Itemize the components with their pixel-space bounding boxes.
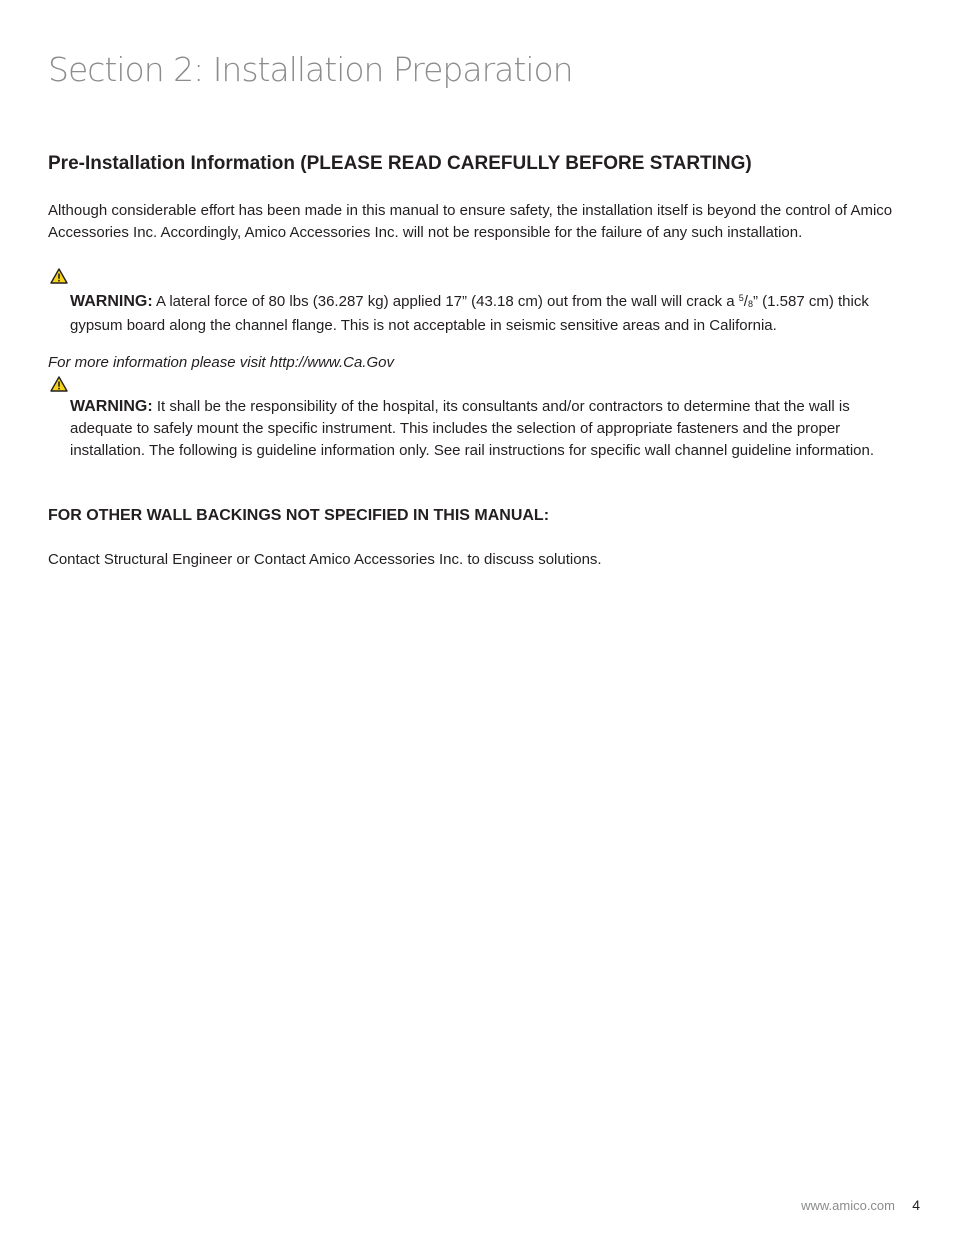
warning-1 [70, 287, 908, 337]
warning-2 [70, 396, 908, 462]
warning-1-text-end: ” (1.587 cm) thick gypsum board along the channel flange. This is not acceptable in seismic sensitive areas and in California. [70, 293, 869, 334]
warning-triangle-icon [50, 376, 68, 392]
other-backings-heading: FOR OTHER WALL BACKINGS NOT SPECIFIED IN THIS MANUAL: [48, 507, 550, 524]
pre-installation-heading: Pre-Installation Information (PLEASE READ CAREFULLY BEFORE STARTING) [48, 153, 752, 174]
warning-label: WARNING: [70, 293, 153, 310]
warning-label: WARNING: [70, 398, 153, 415]
fraction-numerator: 5 [738, 293, 744, 303]
more-info-note: For more information please visit http://www.Ca.Gov [48, 354, 394, 371]
fraction-denominator: 8 [747, 299, 753, 309]
footer-url: www.amico.com [801, 1198, 895, 1213]
fraction-slash: / [743, 293, 748, 310]
page-number: 4 [912, 1197, 920, 1213]
contact-paragraph: Contact Structural Engineer or Contact Amico Accessories Inc. to discuss solutions. [48, 551, 602, 568]
section-title: Section 2: Installation Preparation [48, 50, 573, 89]
warning-1-text-start: A lateral force of 80 lbs (36.287 kg) applied 17” (43.18 cm) out from the wall will crack a [152, 293, 739, 310]
intro-paragraph: Although considerable effort has been made in this manual to ensure safety, the installation itself is beyond the control of Amico Accessories Inc. Accordingly, Amico Accessories Inc. will not be responsible for the failure of any such installation. [48, 202, 893, 241]
warning-2-text: It shall be the responsibility of the hospital, its consultants and/or contractors to determine that the wall is adequate to safely mount the specific instrument. This includes the selection of appropriate fasteners and the proper installation. The following is guideline information only. See rail instructions for specific wall channel guideline information. [70, 398, 875, 459]
warning-triangle-icon [50, 268, 68, 284]
